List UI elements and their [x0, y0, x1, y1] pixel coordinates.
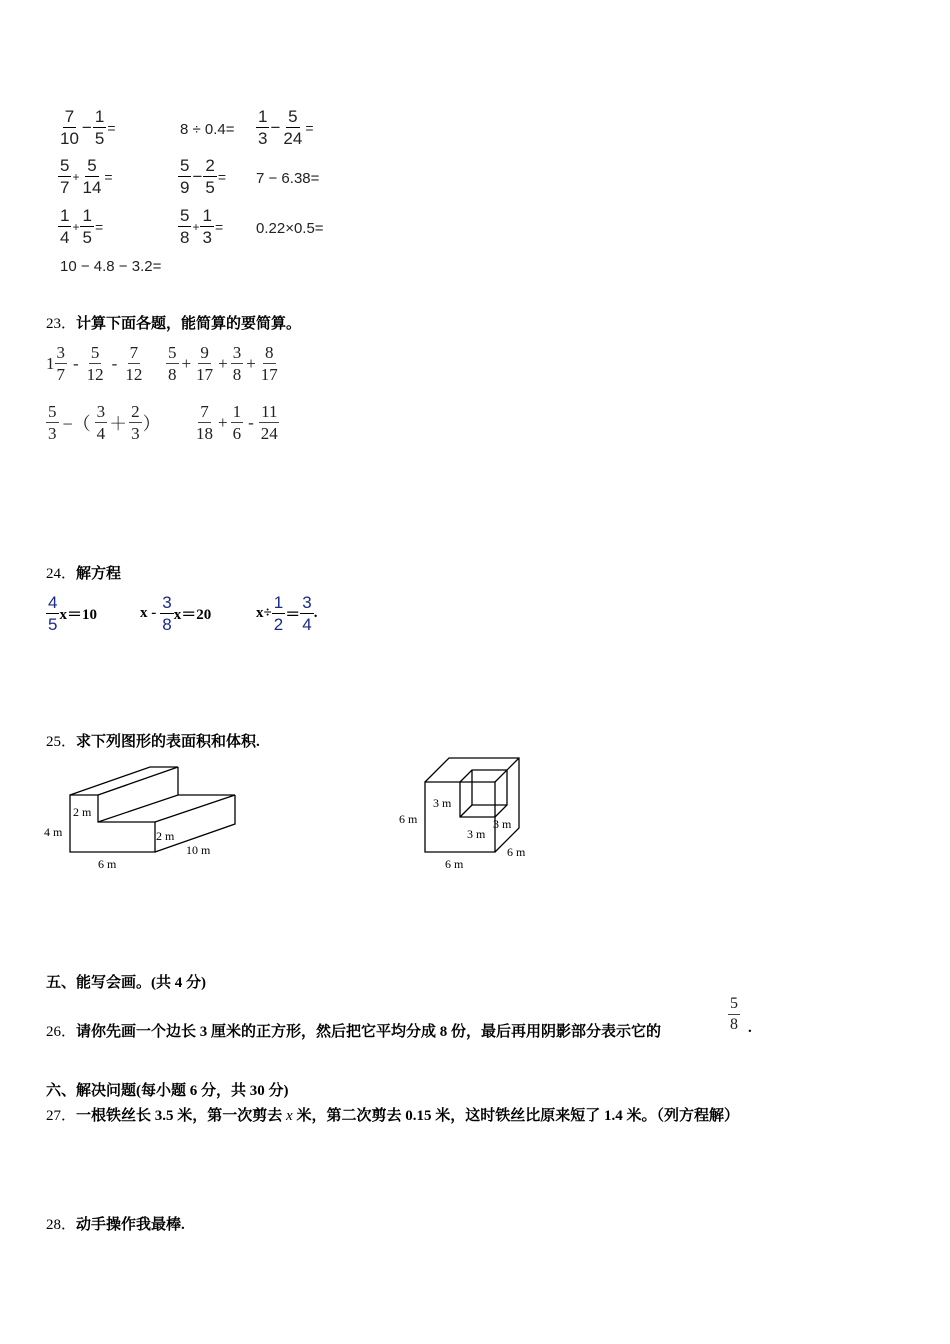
numerator: 5 [728, 996, 740, 1015]
question-number: 28． [46, 1217, 77, 1233]
denominator: 4 [60, 228, 70, 247]
q22-item-5 [178, 157, 227, 196]
q22-item-1 [58, 108, 117, 147]
numerator: 5 [288, 107, 298, 126]
numerator: 7 [129, 343, 139, 362]
operator: − [192, 166, 203, 186]
numerator: 5 [48, 402, 57, 421]
q23-expr-3 [46, 403, 162, 442]
numerator: 3 [56, 343, 65, 362]
denominator: 4 [302, 615, 312, 634]
numerator: 8 [265, 343, 274, 362]
denominator: 5 [94, 129, 105, 148]
operator: + [72, 169, 80, 184]
equals-sign: ＝ [285, 607, 301, 623]
numerator: 1 [232, 402, 242, 421]
operator: - [111, 353, 118, 373]
q24-equation-1 [46, 594, 97, 633]
operator: + [218, 353, 228, 373]
equation-prefix: x - [140, 605, 157, 621]
front-face [70, 795, 155, 852]
equals-sign: = [107, 119, 116, 136]
numerator: 5 [180, 206, 190, 225]
whole-number: 1 [46, 353, 55, 373]
q24-equation-2 [140, 594, 211, 633]
numerator: 3 [302, 593, 312, 612]
question-number: 27． [46, 1108, 77, 1124]
denominator: 4 [96, 424, 106, 443]
numerator: 1 [94, 107, 105, 126]
dim-cut-depth: 3 m [493, 817, 512, 831]
denominator: 3 [258, 129, 268, 148]
question-title: 动手操作我最棒. [76, 1217, 185, 1233]
dim-height: 6 m [399, 812, 418, 826]
dim-lower-step: 2 m [156, 829, 175, 843]
q26 [46, 1020, 661, 1041]
variable: x [286, 1108, 293, 1124]
denominator: 7 [60, 178, 70, 197]
numerator: 1 [258, 107, 268, 126]
denominator: 24 [283, 129, 303, 148]
numerator: 11 [261, 402, 278, 421]
numerator: 9 [200, 343, 209, 362]
q22-item-3 [256, 108, 315, 147]
question-title: 解方程 [76, 566, 122, 582]
q22-item-10: 10 − 4.8 − 3.2= [60, 258, 162, 275]
dim-cut-height: 3 m [433, 796, 452, 810]
section-6-title: 六、解决问题(每小题 6 分，共 30 分) [46, 1083, 289, 1099]
numerator: 2 [205, 156, 215, 175]
q28 [46, 1213, 185, 1234]
section-5-title: 五、能写会画。(共 4 分) [46, 975, 206, 991]
dim-length: 10 m [186, 843, 211, 857]
q23-expr-2 [166, 344, 280, 383]
operator: + [246, 353, 256, 373]
q25-heading [46, 730, 260, 751]
q24-equation-3 [256, 594, 317, 633]
numerator: 1 [273, 593, 284, 612]
denominator: 8 [180, 228, 190, 247]
question-text-b: 米，第二次剪去 0.15 米，这时铁丝比原来短了 1.4 米。（列方程解） [292, 1108, 739, 1124]
numerator: 2 [131, 402, 140, 421]
stepped-prism-figure [40, 760, 250, 875]
operator: − [81, 117, 92, 137]
period: . [313, 605, 318, 621]
question-number: 24． [46, 566, 77, 582]
top-upper-face [70, 767, 178, 795]
dim-depth: 6 m [507, 845, 526, 859]
denominator: 17 [260, 365, 278, 384]
question-number: 23． [46, 316, 77, 332]
numerator: 7 [64, 107, 75, 126]
q22-item-6: 7 − 6.38= [256, 170, 320, 187]
equals-sign: = [217, 168, 227, 185]
equation-rest: x＝10 [59, 607, 97, 623]
denominator: 3 [131, 424, 140, 443]
dim-width: 6 m [445, 857, 464, 871]
denominator: 5 [205, 178, 215, 197]
top-lower-face [98, 795, 235, 822]
numerator: 3 [96, 402, 106, 421]
q22-item-8 [178, 207, 224, 246]
operator: + [218, 412, 228, 432]
equals-sign: = [104, 168, 113, 185]
operator: + [192, 219, 200, 234]
denominator: 5 [48, 615, 58, 634]
equation-prefix: x÷ [256, 605, 272, 621]
denominator: 3 [48, 424, 57, 443]
question-title: 求下列图形的表面积和体积. [76, 734, 260, 750]
denominator: 10 [60, 129, 79, 148]
q22-item-2: 8 ÷ 0.4= [180, 121, 235, 138]
dim-cut-width: 3 m [467, 827, 486, 841]
q26-fraction [728, 996, 740, 1033]
operator: ＋ [109, 413, 128, 434]
operator: + [72, 219, 80, 234]
numerator: 1 [82, 206, 92, 225]
denominator: 8 [162, 615, 172, 634]
question-text-a: 一根铁丝长 3.5 米，第一次剪去 [76, 1108, 287, 1124]
bracket: ） [142, 413, 161, 434]
q26-period: . [748, 1020, 752, 1036]
q23-heading [46, 312, 301, 333]
numerator: 5 [90, 343, 100, 362]
question-text: 请你先画一个边长 3 厘米的正方形，然后把它平均分成 8 份，最后再用阴影部分表示它的 [76, 1024, 662, 1040]
denominator: 9 [180, 178, 190, 197]
denominator: 7 [56, 365, 65, 384]
denominator: 8 [168, 365, 177, 384]
equals-sign: = [305, 119, 314, 136]
denominator: 17 [196, 365, 214, 384]
operator: - [248, 412, 254, 432]
numerator: 3 [232, 343, 242, 362]
q24-heading [46, 562, 121, 583]
question-number: 25． [46, 734, 77, 750]
denominator: 2 [273, 615, 284, 634]
denominator: 3 [202, 228, 212, 247]
numerator: 3 [162, 593, 172, 612]
q27 [46, 1104, 739, 1125]
cut-diagonal [460, 805, 472, 817]
cut-cube-figure [395, 752, 540, 877]
operator: - [73, 353, 79, 373]
denominator: 5 [82, 228, 92, 247]
denominator: 18 [196, 424, 213, 443]
numerator: 5 [60, 156, 70, 175]
equals-sign: = [214, 218, 224, 235]
equals-sign: = [94, 218, 104, 235]
numerator: 1 [60, 206, 70, 225]
denominator: 12 [86, 365, 104, 384]
denominator: 8 [232, 365, 242, 384]
dim-width: 6 m [98, 857, 117, 871]
denominator: 8 [730, 1016, 738, 1033]
numerator: 7 [200, 402, 209, 421]
dim-step-height: 2 m [73, 805, 92, 819]
operator: + [181, 353, 192, 373]
denominator: 12 [125, 365, 143, 384]
numerator: 4 [48, 593, 58, 612]
dim-total-height: 4 m [44, 825, 63, 839]
numerator: 5 [87, 156, 97, 175]
denominator: 14 [82, 178, 102, 197]
numerator: 5 [168, 343, 177, 362]
q23-expr-1 [46, 344, 144, 383]
numerator: 1 [202, 206, 212, 225]
q22-item-4 [58, 157, 114, 196]
denominator: 6 [232, 424, 242, 443]
operator: − [270, 117, 281, 137]
equation-rest: x＝20 [173, 607, 212, 623]
q23-expr-4 [194, 403, 280, 442]
question-title: 计算下面各题，能简算的要简算。 [76, 316, 302, 332]
q22-item-9: 0.22×0.5= [256, 220, 324, 237]
q22-item-7 [58, 207, 104, 246]
question-number: 26． [46, 1024, 77, 1040]
operator: −（ [62, 413, 91, 434]
denominator: 24 [260, 424, 278, 443]
numerator: 5 [180, 156, 190, 175]
